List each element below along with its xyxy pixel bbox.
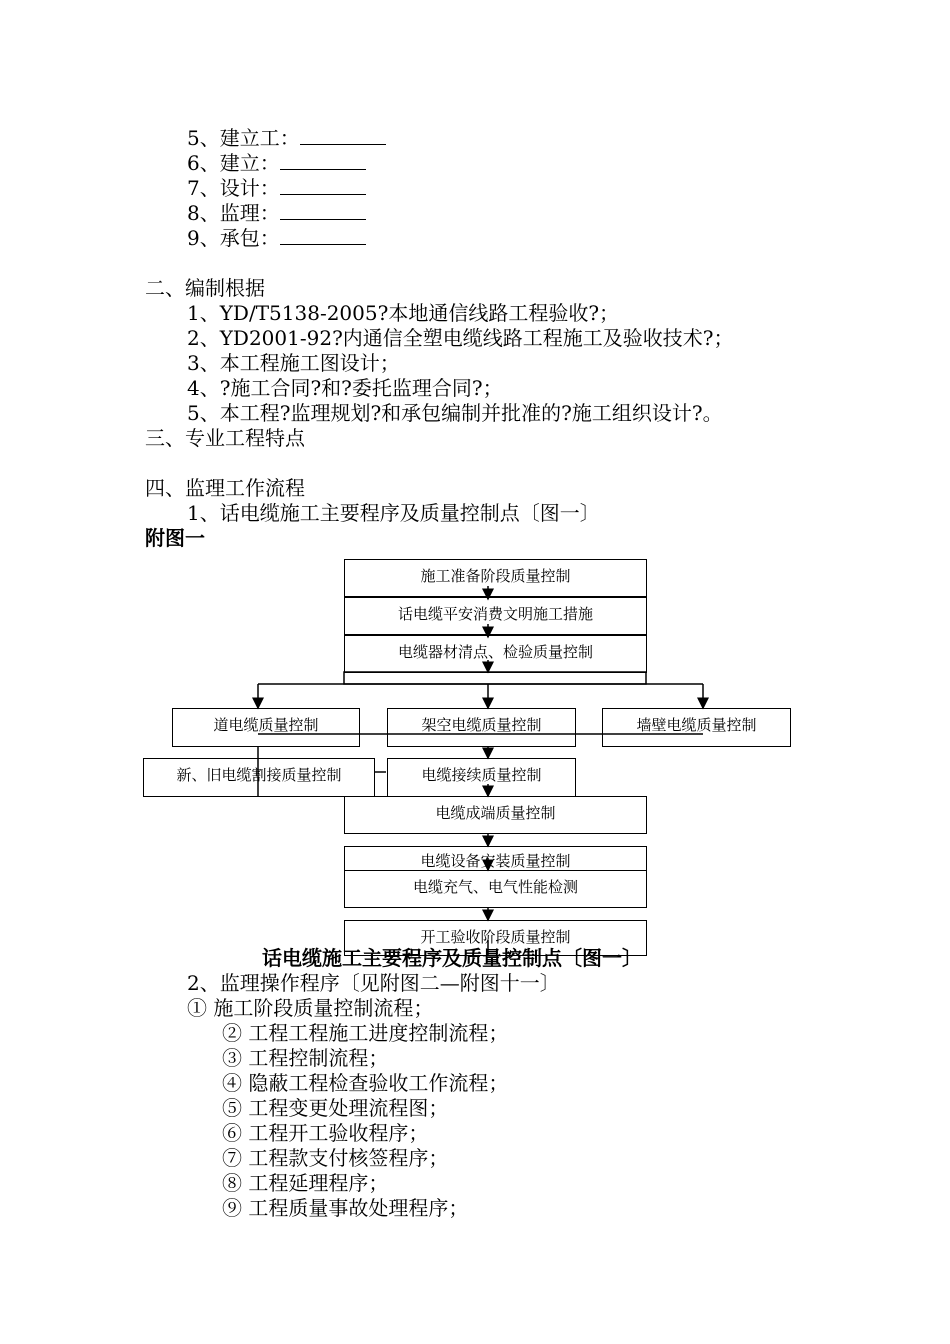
flow-box-duct [172,708,360,747]
flow-box-safety [344,597,647,635]
flow-box-label: 电缆设备安装质量控制 [420,852,571,870]
flow-box-equipment [344,846,647,871]
connector-bar [344,672,646,684]
flow-box-gas [344,870,647,908]
flow-box-label: 话电缆平安消费文明施工措施 [397,605,593,623]
flow-box-label: 电缆成端质量控制 [435,804,556,822]
flow-box-label: 墙壁电缆质量控制 [636,716,757,734]
party-label: 9、承包： [187,226,280,250]
flow-box-materials [344,635,647,673]
flow-box-splice [387,758,576,797]
procedure-item: ⑤ 工程变更处理流程图； [222,1096,449,1120]
figure-label: 附图一 [145,526,205,550]
section-heading: 二、编制根据 [145,276,265,300]
section-heading: 四、监理工作流程 [145,476,305,500]
flow-box-wall [602,708,791,747]
procedure-item: ① 施工阶段质量控制流程； [187,996,434,1020]
flow-box-cut [143,758,375,797]
basis-item: 4、?施工合同?和?委托监理合同?； [187,376,503,400]
procedure-item: ② 工程工程施工进度控制流程； [222,1021,509,1045]
basis-item: 2、YD2001-92?内通信全塑电缆线路工程施工及验收技术?； [187,326,734,350]
flow-box-label: 架空电缆质量控制 [421,716,542,734]
procedure-item: ⑦ 工程款支付核签程序； [222,1146,449,1170]
flow-box-label: 施工准备阶段质量控制 [420,567,571,585]
party-label: 5、建立工： [187,126,300,150]
flow-box-label: 电缆充气、电气性能检测 [412,878,578,896]
party-label: 8、监理： [187,201,280,225]
procedure-item: ⑧ 工程延理程序； [222,1171,389,1195]
flow-box-label: 道电缆质量控制 [213,716,319,734]
flow-box-label: 开工验收阶段质量控制 [420,928,571,946]
flow-box-aerial [387,708,576,747]
flow-box-label: 电缆接续质量控制 [421,766,542,784]
basis-item: 3、本工程施工图设计； [187,351,400,375]
procedure-item: ⑥ 工程开工验收程序； [222,1121,429,1145]
section-heading: 三、专业工程特点 [145,426,305,450]
workflow-item: 1、话电缆施工主要程序及质量控制点〔图一〕 [187,501,600,525]
figure-caption: 话电缆施工主要程序及质量控制点〔图一〕 [262,946,642,970]
party-label: 7、设计： [187,176,280,200]
flow-box-terminate [344,796,647,834]
flow-box-label: 新、旧电缆割接质量控制 [176,766,342,784]
party-label: 6、建立： [187,151,280,175]
procedure-item: ③ 工程控制流程； [222,1046,389,1070]
workflow-item: 2、监理操作程序〔见附图二—附图十一〕 [187,971,560,995]
basis-item: 5、本工程?监理规划?和承包编制并批准的?施工组织设计?。 [187,401,723,425]
flow-box-prep [344,559,647,597]
flow-box-label: 电缆器材清点、检验质量控制 [397,643,593,661]
basis-item: 1、YD/T5138-2005?本地通信线路工程验收?； [187,301,620,325]
procedure-item: ⑨ 工程质量事故处理程序； [222,1196,469,1220]
procedure-item: ④ 隐蔽工程检查验收工作流程； [222,1071,509,1095]
